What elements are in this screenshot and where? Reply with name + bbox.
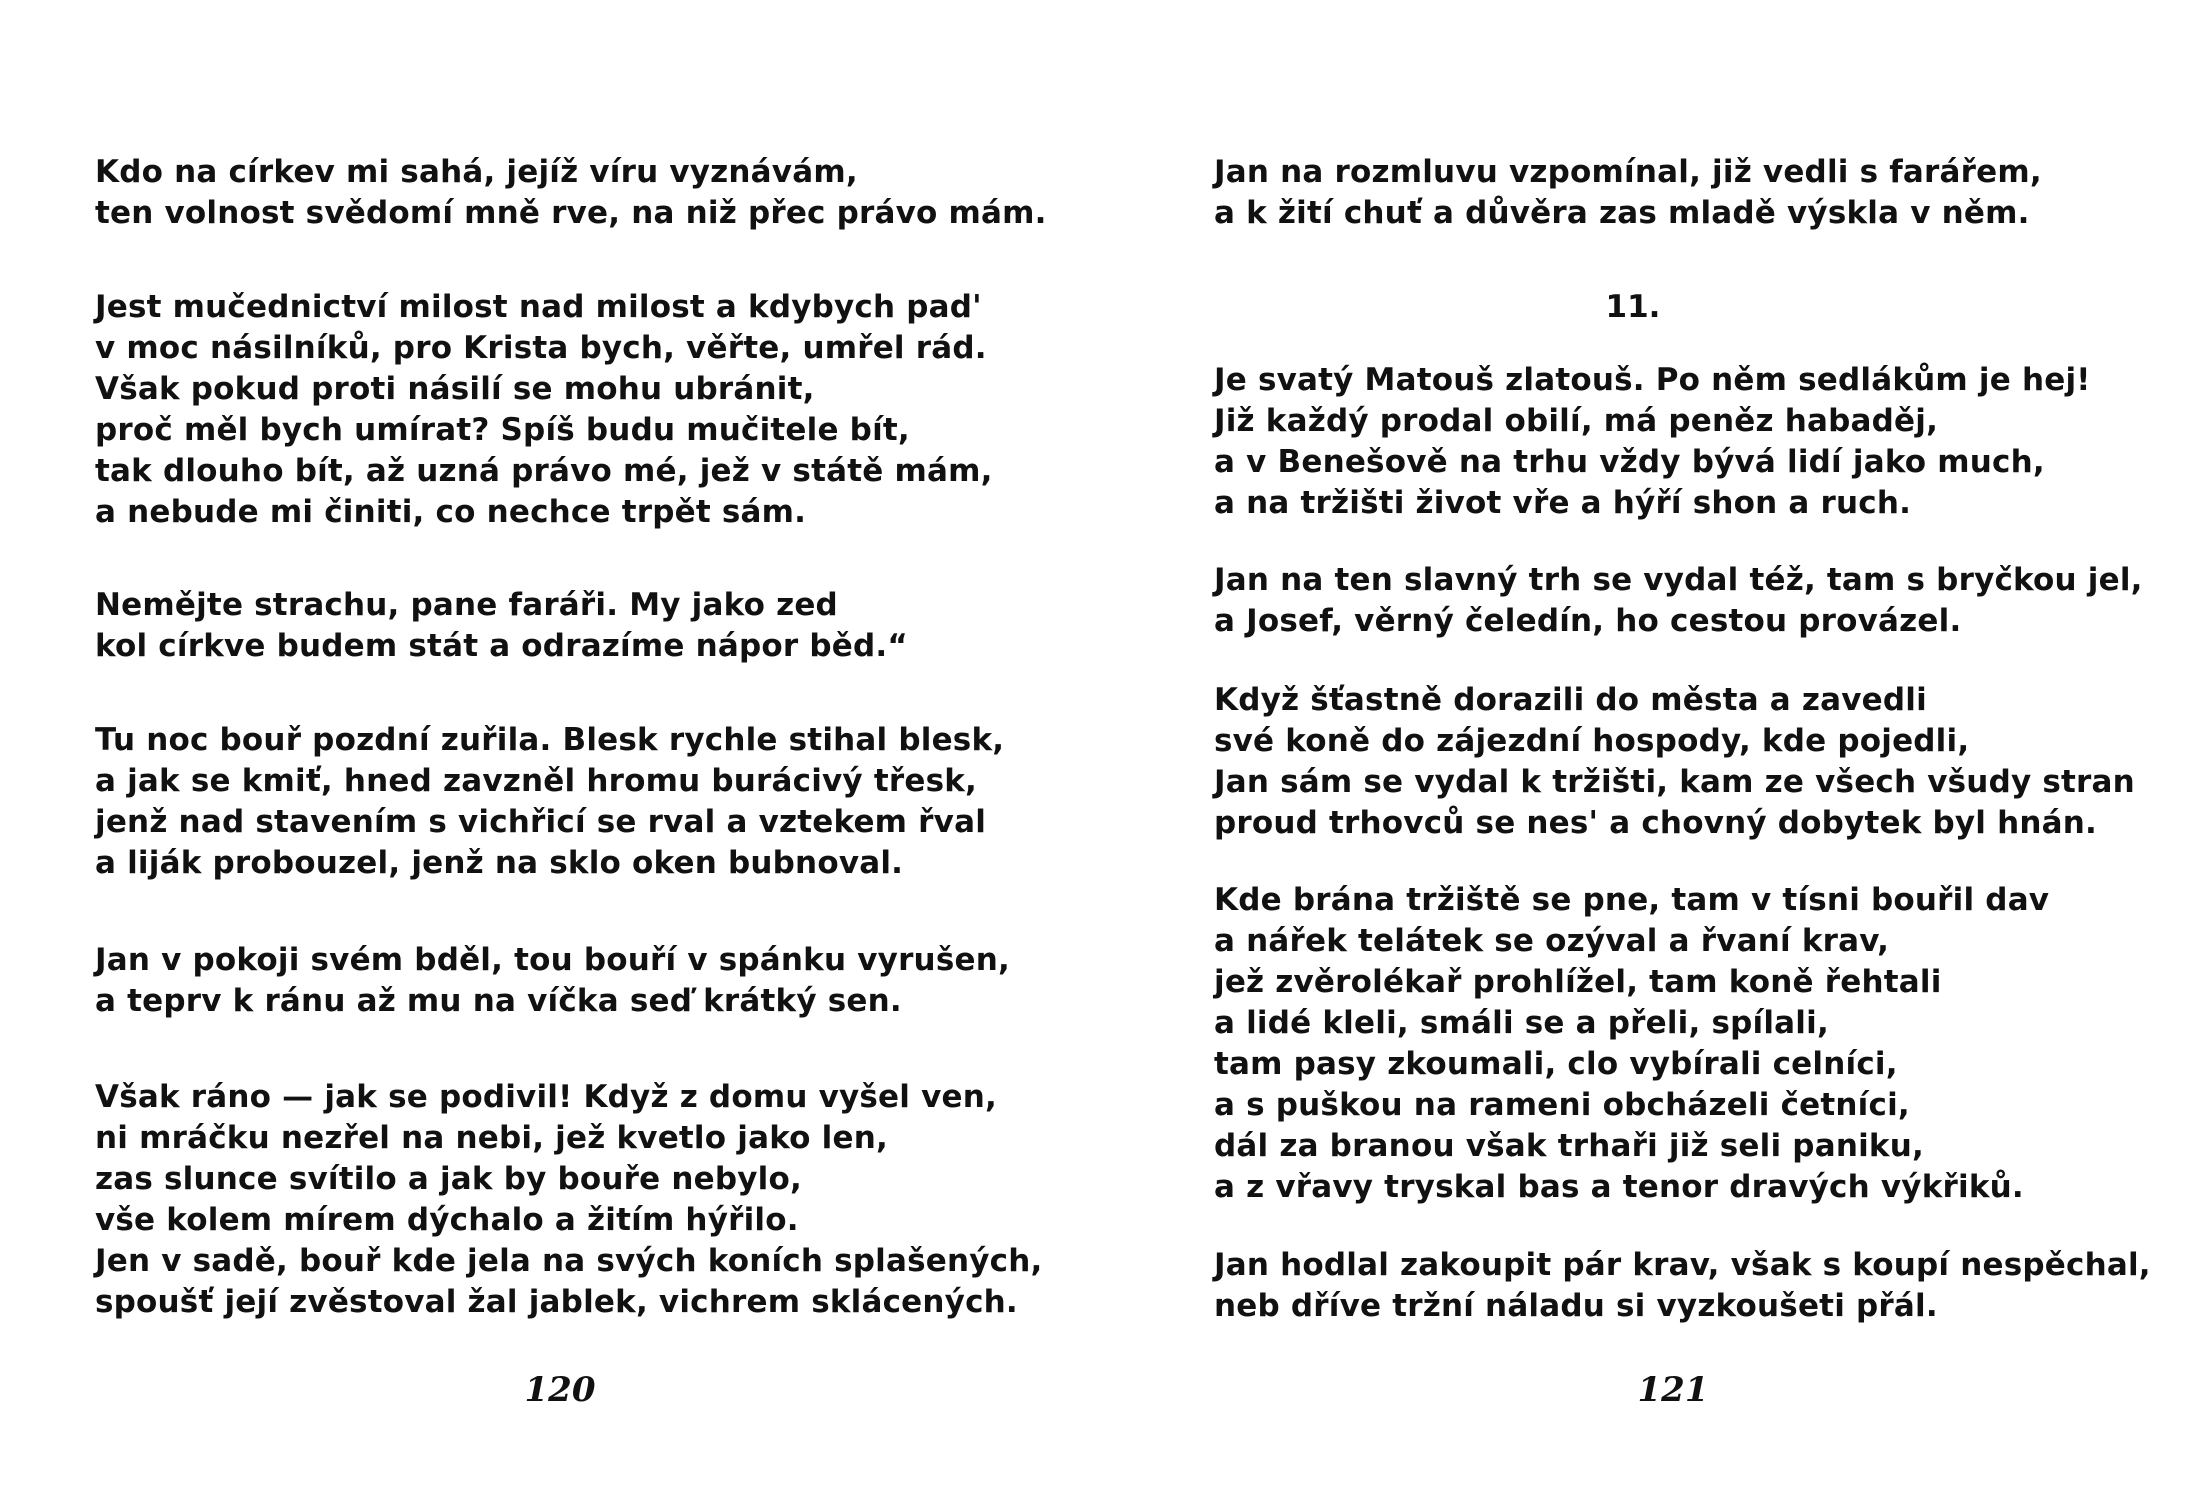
verse-line: Kdo na církev mi sahá, jejíž víru vyznávám, xyxy=(95,154,858,190)
verse-line: tak dlouho bít, až uzná právo mé, jež v státě mám, xyxy=(95,453,993,489)
verse-line: Již každý prodal obilí, má peněz habaděj, xyxy=(1214,403,1939,439)
verse-line: jenž nad stavením s vichřicí se rval a vztekem řval xyxy=(95,804,987,840)
verse-line: a s puškou na rameni obcházeli četníci, xyxy=(1214,1087,1910,1123)
verse-line: Když šťastně dorazili do města a zavedli xyxy=(1214,682,1927,718)
verse-line: a z vřavy tryskal bas a tenor dravých výkřiků. xyxy=(1214,1169,2024,1205)
section-number: 11. xyxy=(1605,289,1661,325)
stanza xyxy=(95,287,993,533)
verse-line: Nemějte strachu, pane faráři. My jako zed xyxy=(95,587,838,623)
verse-line: Kde brána tržiště se pne, tam v tísni bouřil dav xyxy=(1214,882,2050,918)
verse-line: své koně do zájezdní hospody, kde pojedli, xyxy=(1214,723,1970,759)
stanza xyxy=(1214,680,2135,844)
stanza xyxy=(95,1077,1043,1323)
verse-line: Jen v sadě, bouř kde jela na svých koních splašených, xyxy=(95,1243,1043,1279)
stanza xyxy=(1214,152,2042,234)
verse-line: Jan sám se vydal k tržišti, kam ze všech všudy stran xyxy=(1214,764,2135,800)
verse-line: Jan v pokoji svém bděl, tou bouří v spánku vyrušen, xyxy=(95,942,1010,978)
stanza xyxy=(1214,1245,2151,1327)
verse-line: a liják probouzel, jenž na sklo oken bubnoval. xyxy=(95,845,904,881)
verse-line: zas slunce svítilo a jak by bouře nebylo, xyxy=(95,1161,802,1197)
verse-line: Jan na rozmluvu vzpomínal, již vedli s farářem, xyxy=(1214,154,2042,190)
stanza xyxy=(1214,560,2143,642)
verse-line: ni mráčku nezřel na nebi, jež kvetlo jako len, xyxy=(95,1120,888,1156)
verse-line: vše kolem mírem dýchalo a žitím hýřilo. xyxy=(95,1202,799,1238)
stanza xyxy=(1214,880,2049,1208)
verse-line: a nářek telátek se ozýval a řvaní krav, xyxy=(1214,923,1890,959)
stanza xyxy=(1214,360,2091,524)
right-page xyxy=(1104,0,2208,1500)
verse-line: kol církve budem stát a odrazíme nápor běd.“ xyxy=(95,628,908,664)
verse-line: tam pasy zkoumali, clo vybírali celníci, xyxy=(1214,1046,1898,1082)
verse-line: proud trhovců se nes' a chovný dobytek byl hnán. xyxy=(1214,805,2098,841)
verse-line: a lidé kleli, smáli se a přeli, spílali, xyxy=(1214,1005,1829,1041)
verse-line: neb dříve tržní náladu si vyzkoušeti přál. xyxy=(1214,1288,1938,1324)
verse-line: Však ráno — jak se podivil! Když z domu vyšel ven, xyxy=(95,1079,997,1115)
verse-line: a Josef, věrný čeledín, ho cestou provázel. xyxy=(1214,603,1962,639)
verse-line: proč měl bych umírat? Spíš budu mučitele bít, xyxy=(95,412,910,448)
verse-line: v moc násilníků, pro Krista bych, věřte, umřel rád. xyxy=(95,330,987,366)
verse-line: a teprv k ránu až mu na víčka seď krátký sen. xyxy=(95,983,902,1019)
verse-line: Je svatý Matouš zlatouš. Po něm sedlákům je hej! xyxy=(1214,362,2091,398)
verse-line: Jan hodlal zakoupit pár krav, však s koupí nespěchal, xyxy=(1214,1247,2151,1283)
verse-line: Však pokud proti násilí se mohu ubránit, xyxy=(95,371,815,407)
verse-line: Jan na ten slavný trh se vydal též, tam s bryčkou jel, xyxy=(1214,562,2143,598)
verse-line: dál za branou však trhaři již seli paniku, xyxy=(1214,1128,1924,1164)
verse-line: a nebude mi činiti, co nechce trpět sám. xyxy=(95,494,807,530)
verse-line: Jest mučednictví milost nad milost a kdybych pad' xyxy=(95,289,982,325)
page-number: 121 xyxy=(1637,1370,1709,1410)
verse-line: Tu noc bouř pozdní zuřila. Blesk rychle stihal blesk, xyxy=(95,722,1005,758)
verse-line: a k žití chuť a důvěra zas mladě výskla v něm. xyxy=(1214,195,2030,231)
verse-line: jež zvěrolékař prohlížel, tam koně řehtali xyxy=(1214,964,1942,1000)
verse-line: a v Benešově na trhu vždy bývá lidí jako much, xyxy=(1214,444,2045,480)
stanza xyxy=(95,152,1047,234)
verse-line: a jak se kmiť, hned zavzněl hromu burácivý třesk, xyxy=(95,763,978,799)
page-number: 120 xyxy=(524,1370,596,1410)
verse-line: spoušť její zvěstoval žal jablek, vichrem sklácených. xyxy=(95,1284,1018,1320)
stanza xyxy=(95,720,1004,884)
stanza xyxy=(95,585,908,667)
verse-line: ten volnost svědomí mně rve, na niž přec právo mám. xyxy=(95,195,1047,231)
verse-line: a na tržišti život vře a hýří shon a ruch. xyxy=(1214,485,1912,521)
stanza xyxy=(95,940,1010,1022)
